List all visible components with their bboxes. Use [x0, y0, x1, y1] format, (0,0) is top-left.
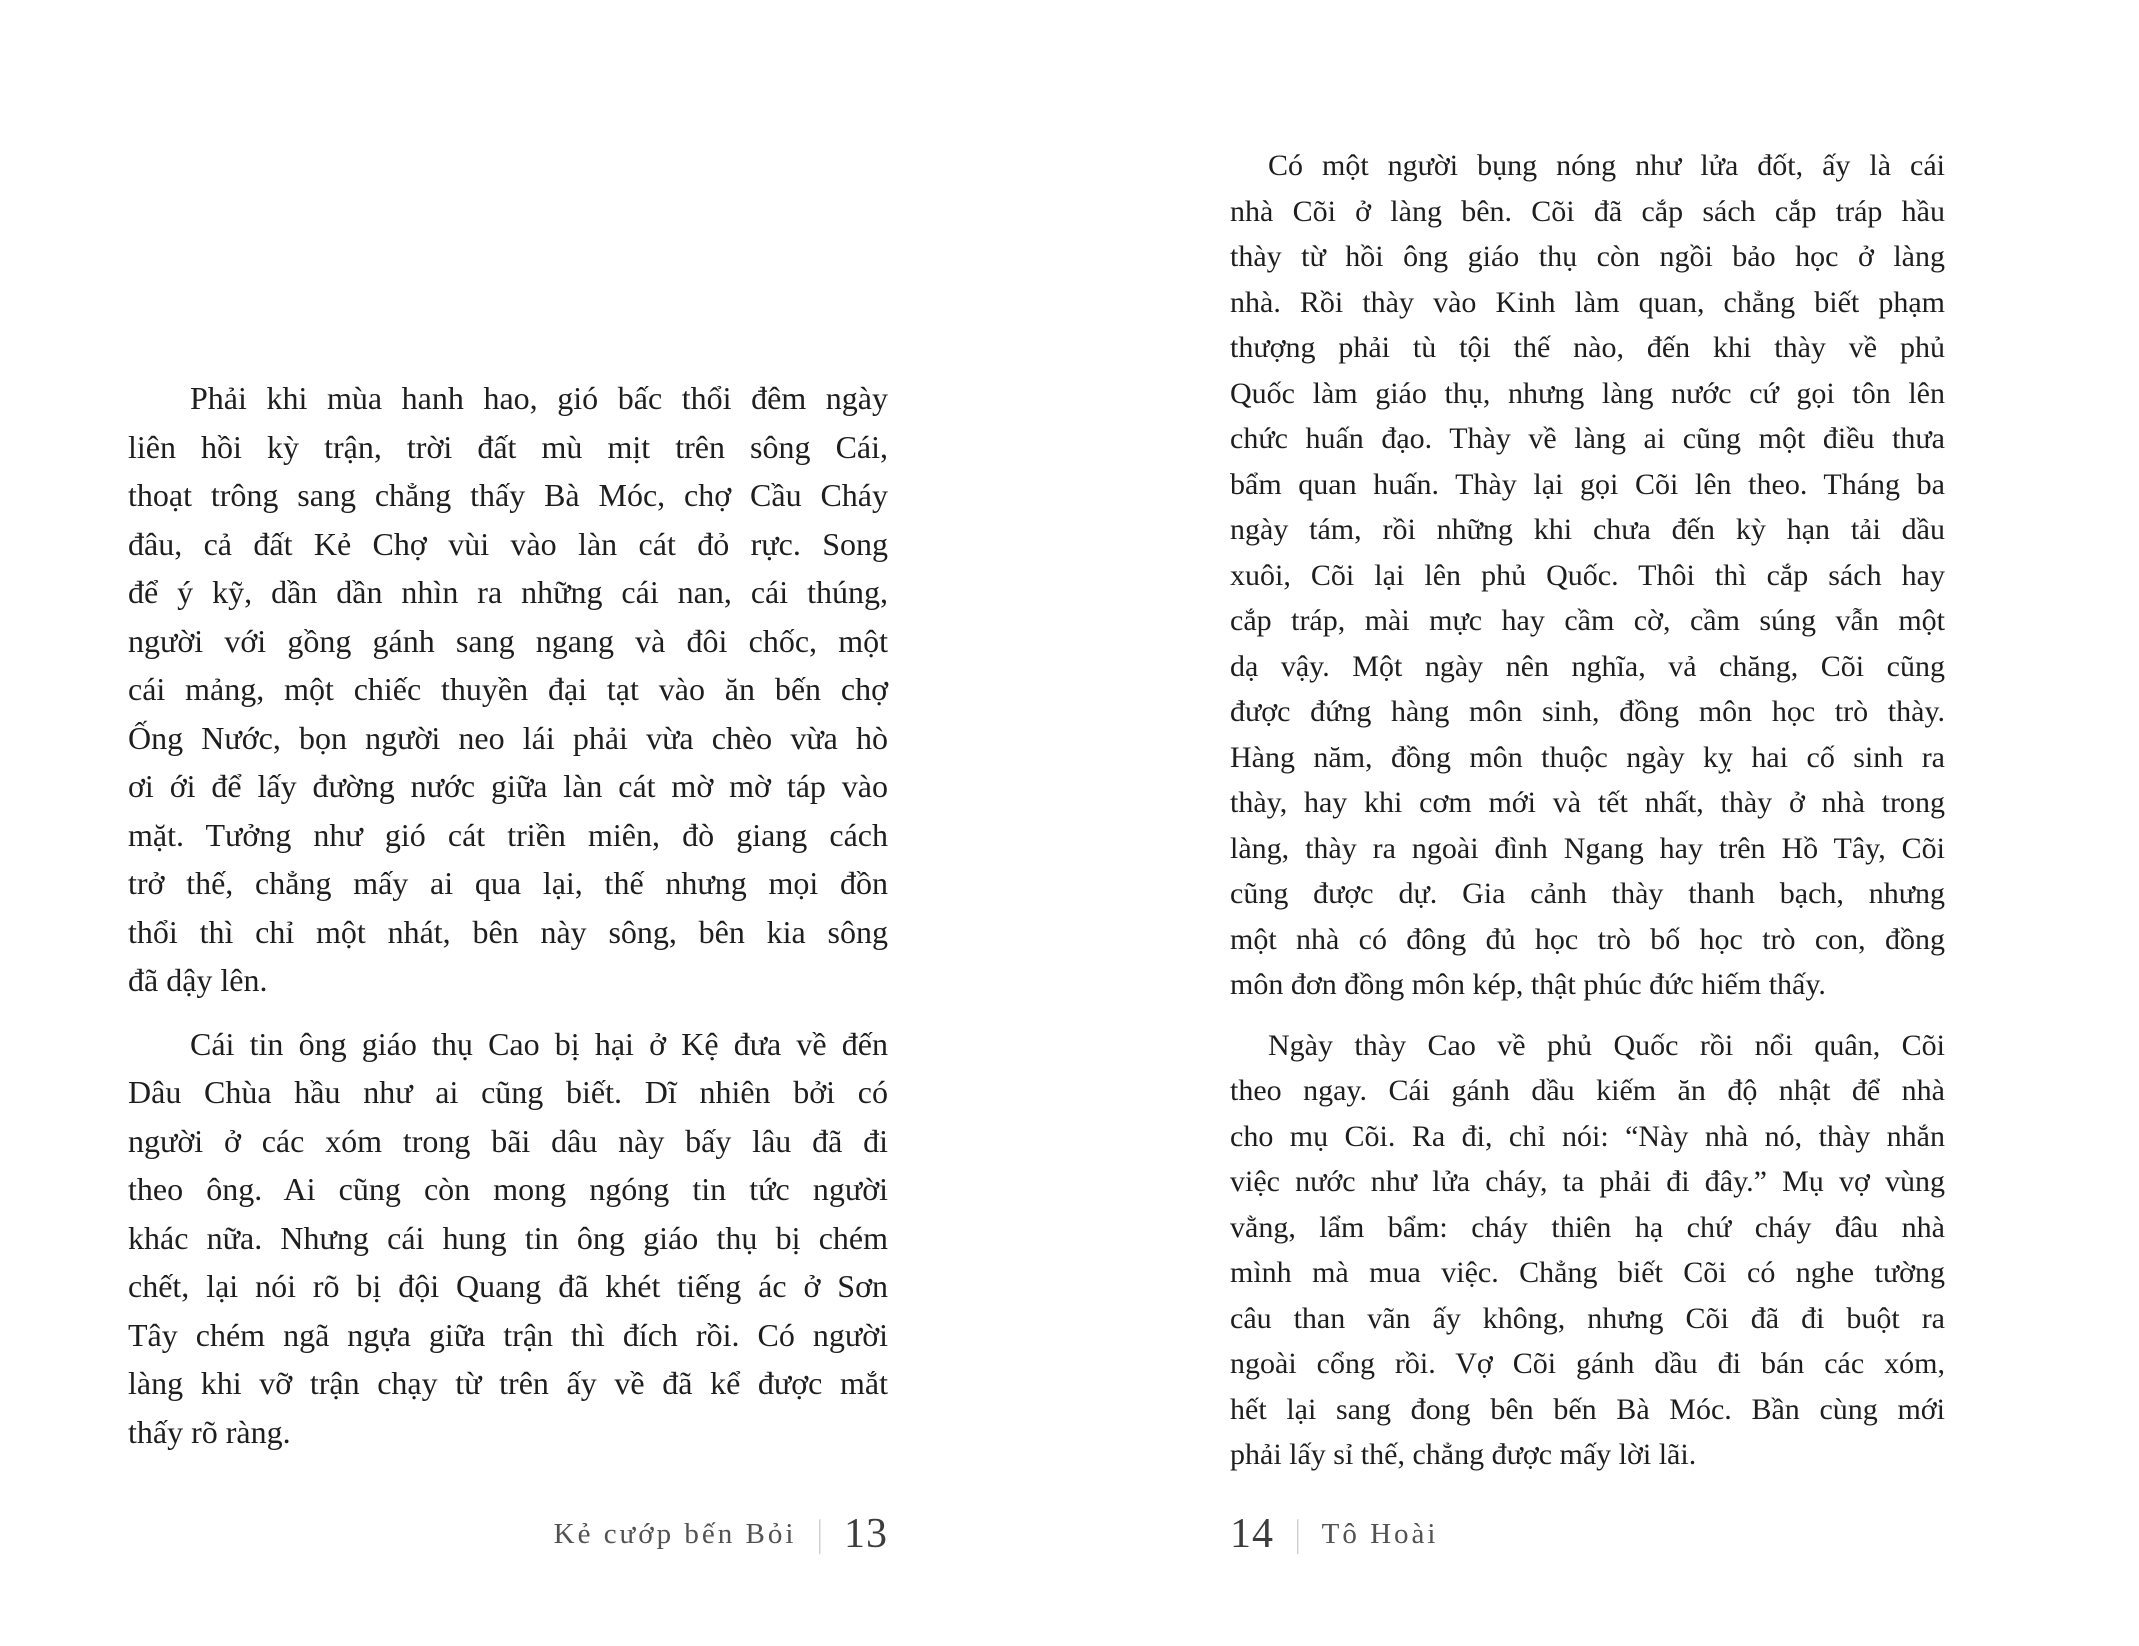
- text-line: ngày tám, rồi những khi chưa đến kỳ hạn tải dầu: [1230, 513, 1945, 546]
- text-line: ngoài cổng rồi. Vợ Cõi gánh dầu đi bán các xóm,: [1230, 1347, 1945, 1380]
- text-line: việc nước như lửa cháy, ta phải đi đây.” Mụ vợ vùng: [1230, 1165, 1945, 1198]
- page-left-text-block: [128, 374, 888, 1456]
- text-line: bẩm quan huấn. Thày lại gọi Cõi lên theo. Tháng ba: [1230, 467, 1945, 501]
- page-right-footer: [1230, 1506, 1945, 1562]
- text-line: Ngày thày Cao về phủ Quốc rồi nổi quân, Cõi: [1268, 1028, 1945, 1062]
- text-line: cho mụ Cõi. Ra đi, chỉ nói: “Này nhà nó, thày nhắn: [1230, 1119, 1945, 1153]
- text-line: thổi thì chỉ một nhát, bên này sông, bên kia sông: [128, 913, 888, 950]
- text-line: mặt. Tưởng như gió cát triền miên, đò giang cách: [128, 816, 888, 853]
- text-line: ơi ới để lấy đường nước giữa làn cát mờ mờ táp vào: [128, 768, 888, 804]
- text-line: cắp tráp, mài mực hay cầm cờ, cầm súng vẫn một: [1230, 604, 1945, 637]
- text-line: trở thế, chẳng mấy ai qua lại, thế nhưng mọi đồn: [128, 865, 888, 901]
- text-line: phải lấy sỉ thế, chẳng được mấy lời lãi.: [1230, 1438, 1697, 1471]
- footer-separator: |: [1295, 1513, 1301, 1555]
- paragraph: [128, 1020, 888, 1457]
- text-line: người với gồng gánh sang ngang và đôi chốc, một: [128, 622, 888, 659]
- text-line: Có một người bụng nóng như lửa đốt, ấy là cái: [1268, 149, 1945, 182]
- text-line: nhà Cõi ở làng bên. Cõi đã cắp sách cắp tráp hầu: [1230, 194, 1945, 228]
- text-line: đâu, cả đất Kẻ Chợ vùi vào làn cát đỏ rực. Song: [128, 525, 888, 562]
- text-line: Dâu Chùa hầu như ai cũng biết. Dĩ nhiên bởi có: [128, 1074, 888, 1110]
- text-line: cái mảng, một chiếc thuyền đại tạt vào ăn bến chợ: [128, 671, 888, 707]
- text-line: mình mà mua việc. Chẳng biết Cõi có nghe tường: [1230, 1256, 1945, 1289]
- text-line: chức huấn đạo. Thày về làng ai cũng một điều thưa: [1230, 422, 1945, 455]
- text-line: khác nữa. Nhưng cái hung tin ông giáo thụ bị chém: [128, 1219, 888, 1256]
- text-line: Cái tin ông giáo thụ Cao bị hại ở Kệ đưa về đến: [190, 1025, 888, 1062]
- text-line: thoạt trông sang chẳng thấy Bà Móc, chợ Cầu Cháy: [128, 477, 888, 513]
- running-title: Kẻ cướp bến Bỏi: [553, 1517, 797, 1550]
- author-name: Tô Hoài: [1321, 1517, 1439, 1550]
- page-left-footer: [128, 1506, 888, 1562]
- text-line: câu than vãn ấy không, nhưng Cõi đã đi buột ra: [1230, 1301, 1945, 1335]
- text-line: cũng được dự. Gia cảnh thày thanh bạch, nhưng: [1230, 877, 1945, 910]
- text-line: nhà. Rồi thày vào Kinh làm quan, chẳng biết phạm: [1230, 285, 1945, 319]
- text-line: Quốc làm giáo thụ, nhưng làng nước cứ gọi tôn lên: [1230, 376, 1945, 410]
- text-line: Hàng năm, đồng môn thuộc ngày kỵ hai cố sinh ra: [1230, 740, 1945, 774]
- text-line: một nhà có đông đủ học trò bố học trò con, đồng: [1230, 922, 1945, 956]
- text-line: thày, hay khi cơm mới và tết nhất, thày ở nhà trong: [1230, 786, 1945, 819]
- text-line: để ý kỹ, dần dần nhìn ra những cái nan, cái thúng,: [128, 574, 888, 610]
- text-line: thượng phải tù tội thế nào, đến khi thày về phủ: [1230, 331, 1945, 364]
- page-right-text-block: [1230, 143, 1945, 1478]
- text-line: chết, lại nói rõ bị đội Quang đã khét tiếng ác ở Sơn: [128, 1268, 888, 1304]
- text-line: Phải khi mùa hanh hao, gió bấc thổi đêm ngày: [190, 380, 888, 416]
- text-line: làng, thày ra ngoài đình Ngang hay trên Hồ Tây, Cõi: [1230, 831, 1945, 865]
- text-line: theo ông. Ai cũng còn mong ngóng tin tức người: [128, 1171, 888, 1207]
- page-number: 14: [1230, 1511, 1274, 1557]
- text-line: xuôi, Cõi lại lên phủ Quốc. Thôi thì cắp sách hay: [1230, 558, 1945, 592]
- text-line: liên hồi kỳ trận, trời đất mù mịt trên sông Cái,: [128, 428, 888, 465]
- text-line: người ở các xóm trong bãi dâu này bấy lâu đã đi: [128, 1122, 888, 1159]
- text-line: thấy rõ ràng.: [128, 1413, 291, 1450]
- text-line: hết lại sang đong bên bến Bà Móc. Bần cùng mới: [1230, 1392, 1945, 1426]
- text-line: theo ngay. Cái gánh dầu kiếm ăn độ nhật để nhà: [1230, 1074, 1945, 1107]
- text-line: được đứng hàng môn sinh, đồng môn học trò thày.: [1230, 695, 1945, 728]
- text-line: Ống Nước, bọn người neo lái phải vừa chèo vừa hò: [128, 719, 888, 756]
- text-line: làng khi vỡ trận chạy từ trên ấy về đã kể được mắt: [128, 1365, 888, 1401]
- paragraph: [1230, 1023, 1945, 1478]
- footer-separator: |: [817, 1513, 823, 1555]
- page-number: 13: [844, 1511, 888, 1557]
- text-line: Tây chém ngã ngựa giữa trận thì đích rồi. Có người: [128, 1316, 888, 1353]
- text-line: dạ vậy. Một ngày nên nghĩa, vả chăng, Cõi cũng: [1230, 649, 1945, 683]
- text-line: vằng, lẩm bẩm: cháy thiên hạ chứ cháy đâu nhà: [1230, 1210, 1945, 1244]
- paragraph: [128, 374, 888, 1005]
- paragraph: [1230, 143, 1945, 1008]
- text-line: thày từ hồi ông giáo thụ còn ngồi bảo học ở làng: [1230, 240, 1945, 273]
- text-line: môn đơn đồng môn kép, thật phúc đức hiếm thấy.: [1230, 968, 1826, 1001]
- text-line: đã dậy lên.: [128, 962, 268, 998]
